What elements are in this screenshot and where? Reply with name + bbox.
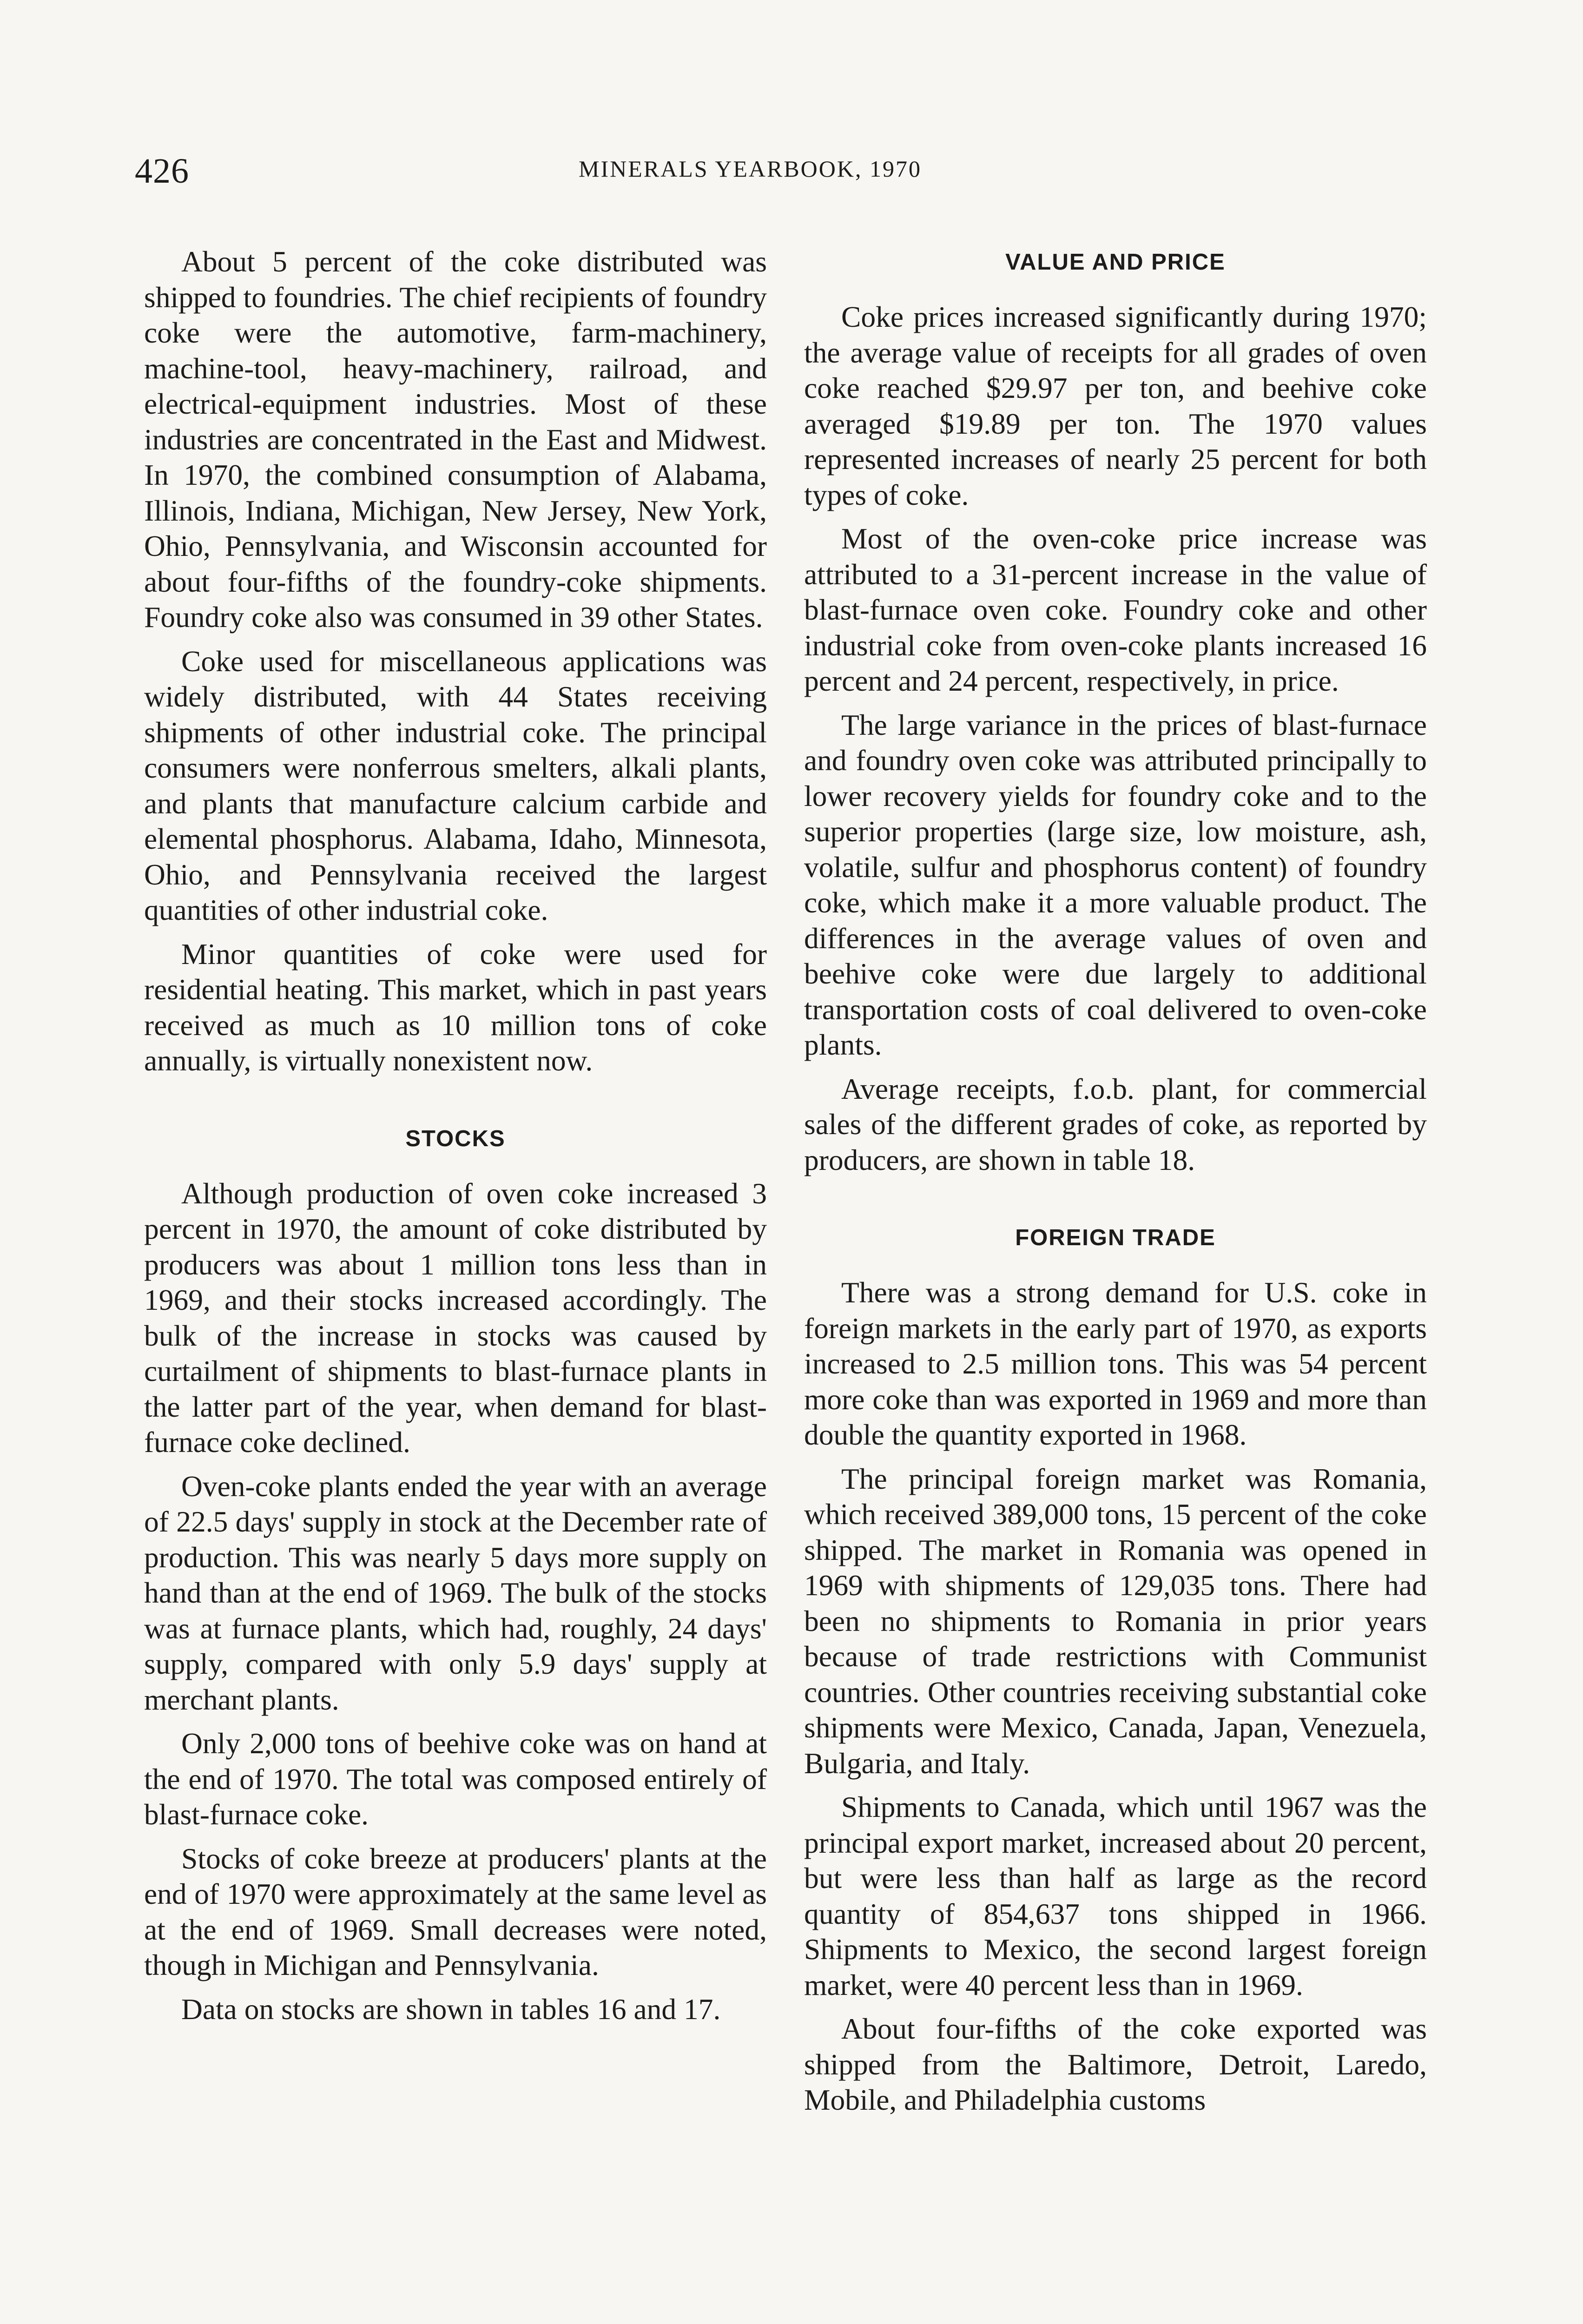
page-number: 426 — [135, 152, 189, 191]
paragraph-stocks-production: Although production of oven coke increased 3 percent in 1970, the amount of coke distributed by producers was about 1 million tons less than in 1969, and their stocks increased accordingly. The bulk of the increase in stocks was caused by curtailment of shipments to blast-furnace plants in the latter part of the year, when demand for blast-furnace coke declined. — [144, 1176, 767, 1459]
paragraph-canada-mexico: Shipments to Canada, which until 1967 was the principal export market, increased about 20 percent, but were less than half as large as the record quantity of 854,637 tons shipped in 1966. Shipments to Mexico, the second largest foreign market, were 40 percent less than in 1969. — [804, 1790, 1427, 2001]
paragraph-stocks-tables: Data on stocks are shown in tables 16 and 17. — [181, 1992, 721, 2026]
paragraph-foreign-demand: There was a strong demand for U.S. coke in foreign markets in the early part of 1970, as exports increased to 2.5 million tons. This was 54 percent more coke than was exported in 1969 and more than double the quantity exported in 1968. — [804, 1276, 1427, 1451]
paragraph-industrial-coke: Coke used for miscellaneous applications was widely distributed, with 44 States receiving shipments of other industrial coke. The principal consumers were nonferrous smelters, alkali plants, and plants that manufacture calcium carbide and elemental phosphorus. Alabama, Idaho, Minnesota, Ohio, and Pennsylvania received the largest quantities of other industrial coke. — [144, 644, 767, 926]
paragraph-customs-districts: About four-fifths of the coke exported was shipped from the Baltimore, Detroit, Laredo, Mobile, and Philadelphia customs — [804, 2012, 1427, 2116]
section-heading-value-and-price: VALUE AND PRICE — [1005, 250, 1226, 275]
paragraph-average-receipts: Average receipts, f.o.b. plant, for commercial sales of the different grades of coke, as reported by producers, are shown in table 18. — [804, 1072, 1427, 1176]
left-column — [144, 244, 767, 2035]
paragraph-price-variance: The large variance in the prices of blast-furnace and foundry oven coke was attributed principally to lower recovery yields for foundry coke and to the superior properties (large size, low moisture, ash, volatile, sulfur and phosphorus content) of foundry coke, which make it a more valuable product. The differences in the average values of oven and beehive coke were due largely to additional transportation costs of coal delivered to oven-coke plants. — [804, 708, 1427, 1061]
paragraph-foundry-coke: About 5 percent of the coke distributed was shipped to foundries. The chief recipients of foundry coke were the automotive, farm-machinery, machine-tool, heavy-machinery, railroad, and electrical-equipment industries. Most of these industries are concentrated in the East and Midwest. In 1970, the combined consumption of Alabama, Illinois, Indiana, Michigan, New Jersey, New York, Ohio, Pennsylvania, and Wisconsin accounted for about four-fifths of the foundry-coke shipments. Foundry coke also was consumed in 39 other States. — [144, 245, 767, 634]
right-column — [804, 244, 1427, 2126]
section-heading-foreign-trade: FOREIGN TRADE — [1015, 1225, 1216, 1250]
paragraph-stocks-beehive: Only 2,000 tons of beehive coke was on hand at the end of 1970. The total was composed entirely of blast-furnace coke. — [144, 1727, 767, 1831]
paragraph-stocks-days-supply: Oven-coke plants ended the year with an average of 22.5 days' supply in stock at the December rate of production. This was nearly 5 days more supply on hand than at the end of 1969. The bulk of the stocks was at furnace plants, which had, roughly, 24 days' supply, compared with only 5.9 days' supply at merchant plants. — [144, 1469, 767, 1716]
paragraph-stocks-breeze: Stocks of coke breeze at producers' plants at the end of 1970 were approximately at the same level as at the end of 1969. Small decreases were noted, though in Michigan and Pennsylvania. — [144, 1842, 767, 1981]
paragraph-oven-coke-price: Most of the oven-coke price increase was attributed to a 31-percent increase in the value of blast-furnace oven coke. Foundry coke and other industrial coke from oven-coke plants increased 16 percent and 24 percent, respectively, in price. — [804, 522, 1427, 697]
paragraph-residential-heating: Minor quantities of coke were used for residential heating. This market, which in past years received as much as 10 million tons of coke annually, is virtually nonexistent now. — [144, 937, 767, 1077]
running-title: MINERALS YEARBOOK, 1970 — [579, 156, 922, 182]
paragraph-prices-increase: Coke prices increased significantly during 1970; the average value of receipts for all grades of oven coke reached $29.97 per ton, and beehive coke averaged $19.89 per ton. The 1970 values represented increases of nearly 25 percent for both types of coke. — [804, 300, 1427, 511]
section-heading-stocks: STOCKS — [405, 1126, 506, 1151]
paragraph-romania-market: The principal foreign market was Romania, which received 389,000 tons, 15 percent of the coke shipped. The market in Romania was opened in 1969 with shipments of 129,035 tons. There had been no shipments to Romania in prior years because of trade restrictions with Communist countries. Other countries receiving substantial coke shipments were Mexico, Canada, Japan, Venezuela, Bulgaria, and Italy. — [804, 1462, 1427, 1780]
